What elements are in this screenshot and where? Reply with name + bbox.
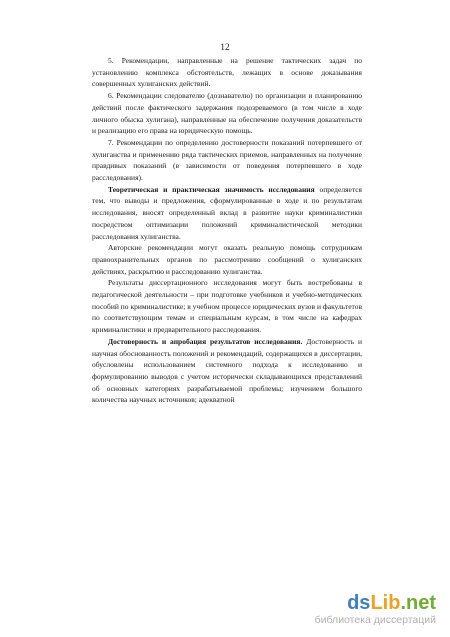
page-number: 12 <box>220 43 230 53</box>
paragraph-text: 6. Рекомендации следователю (дознавателю) по организации и планированию действий после фактического задержания подозреваемого (в том числе в ходе личного обыска хулигана), направленные на обеспечение получения доказательств и реализацию его права на юридическую помощь. <box>92 91 362 136</box>
watermark-subtitle: библиотека диссертаций <box>314 614 436 626</box>
paragraph-recommendation-5 <box>92 55 362 90</box>
document-body <box>92 55 362 406</box>
paragraph-author-recommendations <box>92 242 362 277</box>
dslib-logo <box>315 592 436 614</box>
paragraph-recommendation-6 <box>92 90 362 137</box>
paragraph-reliability <box>92 336 362 406</box>
paragraph-text: определяется тем, что выводы и предложения, сформулированные в ходе и по результатам исследования, вносят определенный вклад в развитие науки криминалистики посредством оптимизации положений криминалистической методики расследования хулиганства. <box>92 184 362 241</box>
dslib-watermark[interactable] <box>315 592 436 627</box>
paragraph-text: Достоверность и научная обоснованность положений и рекомендаций, содержащихся в диссертации, обусловлены использованием системного подхода к исследованию и формулированию выводов с учетом исторически складывающихся представлений об основных категориях разрабатываемой проблемы; изучением большого количества научных источников; адекватной <box>92 336 362 405</box>
paragraph-lead-bold: Достоверность и апробация результатов исследования. <box>108 336 303 346</box>
logo-lib: Lib <box>370 592 401 614</box>
paragraph-text: Результаты диссертационного исследования могут быть востребованы в педагогической деятельности – при подготовке учебников и учебно-методических пособий по криминалистике; в учебном процессе юридических вузов и факультетов по соответствующим темам и специальным курсам, в том числе на кафедрах криминалистики и предварительного расследования. <box>92 278 362 335</box>
paragraph-text: Авторские рекомендации могут оказать реальную помощь сотрудникам правоохранительных органов по рассмотрению сообщений о хулиганских действиях, раскрытию и расследованию хулиганства. <box>92 243 362 276</box>
paragraph-results-usage <box>92 277 362 336</box>
logo-net: .net <box>400 592 436 614</box>
logo-ds: ds <box>347 592 371 614</box>
paragraph-lead-bold: Теоретическая и практическая значимость исследования <box>108 184 315 194</box>
paragraph-significance <box>92 184 362 243</box>
paragraph-recommendation-7 <box>92 137 362 184</box>
paragraph-text: 7. Рекомендации по определению достоверности показаний потерпевшего от хулиганства и применению ряда тактических приемов, направленных на получение правдивых показаний (в зависимости от поведения потерпевшего в ходе расследования). <box>92 137 362 183</box>
paragraph-text: 5. Рекомендации, направленные на решение тактических задач по установлению комплекса обстоятельств, лежащих в основе доказывания совершенных хулиганских действий. <box>92 56 362 89</box>
